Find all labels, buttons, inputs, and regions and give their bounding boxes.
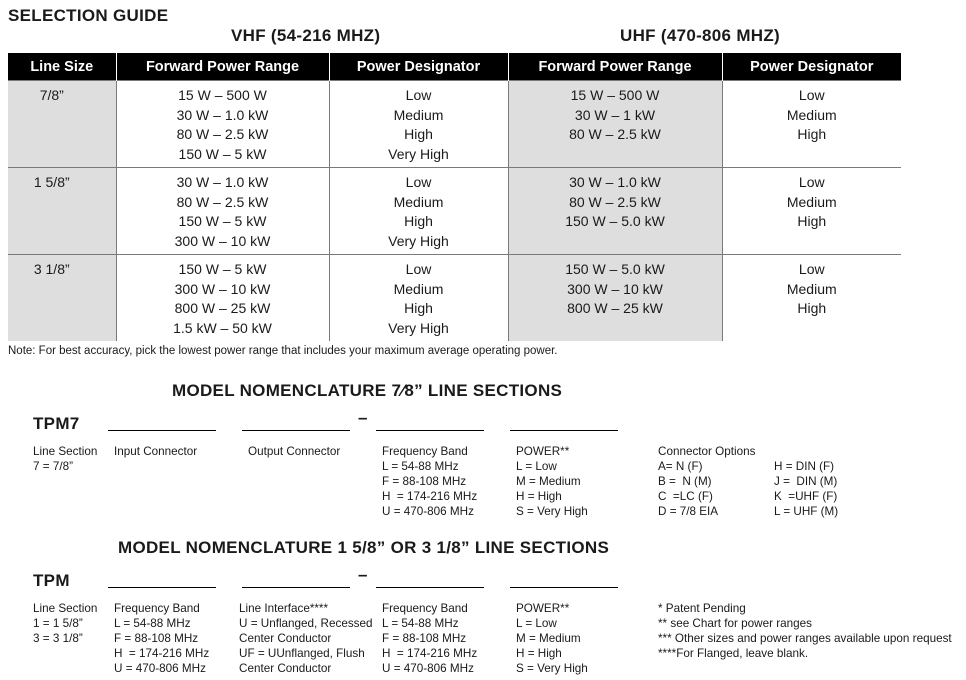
vhf-range-value: 800 W – 25 kW: [174, 300, 271, 317]
blank-frequency-band-2: [376, 587, 484, 588]
legend-line: 3 = 3 1/8”: [33, 632, 83, 645]
footnotes: [658, 601, 952, 661]
frequency-band-legend: [114, 601, 209, 676]
uhf-range-value: 30 W – 1 kW: [574, 106, 656, 123]
uhf-designator-value: Medium: [786, 280, 837, 297]
uhf-range-value: 150 W – 5.0 kW: [565, 213, 665, 230]
uhf-designator-value: High: [797, 126, 827, 143]
vhf-range-value: 80 W – 2.5 kW: [176, 193, 269, 210]
footnote: *** Other sizes and power ranges available upon request: [658, 632, 952, 645]
line-interface-legend: [239, 601, 373, 676]
legend-line: J = DIN (M): [774, 475, 838, 488]
legend-line: Frequency Band: [114, 602, 200, 615]
uhf-designator-cell: [722, 81, 901, 168]
legend-line: L = 54-88 MHz: [382, 460, 459, 473]
nomenclature-158-title: MODEL NOMENCLATURE 1 5/8” OR 3 1/8” LINE SECTIONS: [118, 538, 610, 557]
legend-line: U = 470-806 MHz: [114, 662, 206, 675]
vhf-range-value: 30 W – 1.0 kW: [176, 174, 269, 190]
uhf-designator-value: Medium: [786, 106, 837, 123]
legend-line: U = Unflanged, Recessed: [239, 617, 373, 630]
vhf-designator-value: Very High: [388, 320, 449, 337]
uhf-range-value: 80 W – 2.5 kW: [569, 193, 661, 210]
legend-line: C =LC (F): [658, 490, 713, 503]
legend-line: F = 88-108 MHz: [382, 632, 467, 645]
vhf-designator-value: Low: [405, 87, 432, 103]
legend-line: M = Medium: [516, 632, 581, 645]
vhf-range-value: 300 W – 10 kW: [174, 280, 271, 297]
vhf-range-cell: [116, 168, 329, 255]
legend-line: L = UHF (M): [774, 505, 839, 518]
legend-line: Input Connector: [114, 445, 198, 458]
legend-line: H = 174-216 MHz: [382, 490, 478, 503]
line-size-value: 1 5/8”: [33, 174, 70, 190]
uhf-designator-cell: [722, 168, 901, 255]
legend-line: B = N (M): [658, 475, 712, 488]
table-row: [8, 255, 901, 342]
separator-dash: –: [358, 408, 368, 427]
legend-line: K =UHF (F): [774, 490, 838, 503]
vhf-designator-value: Medium: [393, 193, 444, 210]
col-header-vhf-range: Forward Power Range: [116, 53, 329, 81]
legend-line: POWER**: [516, 602, 570, 615]
vhf-range-value: 150 W – 5 kW: [178, 146, 267, 163]
legend-line: U = 470-806 MHz: [382, 505, 474, 518]
vhf-designator-value: High: [404, 126, 433, 143]
uhf-designator-value: Low: [798, 174, 825, 190]
uhf-range-value: 80 W – 2.5 kW: [569, 126, 661, 143]
legend-line: L = 54-88 MHz: [382, 617, 459, 630]
blank-output-connector: [242, 430, 350, 431]
vhf-header: VHF (54-216 MHZ): [231, 26, 381, 45]
legend-line: A= N (F): [658, 460, 703, 473]
power-legend: [516, 601, 588, 676]
line-size-value: 3 1/8”: [33, 261, 70, 277]
line-section-legend: [33, 601, 97, 646]
legend-line: S = Very High: [516, 505, 588, 518]
selection-note: Note: For best accuracy, pick the lowest power range that includes your maximum average operating power.: [8, 345, 558, 357]
blank-power: [510, 587, 618, 588]
vhf-designator-cell: [329, 255, 508, 342]
legend-line: H = DIN (F): [774, 460, 835, 473]
legend-line: F = 88-108 MHz: [382, 475, 467, 488]
uhf-range-value: 30 W – 1.0 kW: [569, 174, 661, 190]
footnote: * Patent Pending: [658, 602, 746, 615]
connector-options-legend-2: [774, 459, 838, 519]
legend-line: Line Section: [33, 445, 98, 458]
vhf-designator-value: High: [404, 213, 433, 230]
vhf-designator-value: Medium: [393, 106, 444, 123]
uhf-designator-value: Low: [798, 261, 825, 277]
table-row: [8, 81, 901, 168]
blank-line-interface: [242, 587, 350, 588]
legend-line: POWER**: [516, 445, 570, 458]
footnote: ****For Flanged, leave blank.: [658, 647, 809, 660]
legend-line: S = Very High: [516, 662, 588, 675]
legend-line: H = 174-216 MHz: [382, 647, 478, 660]
legend-line: Line Section: [33, 602, 98, 615]
blank-frequency-band: [376, 430, 484, 431]
legend-line: UF = UUnflanged, Flush: [239, 647, 365, 660]
legend-line: H = High: [516, 647, 562, 660]
legend-line: Output Connector: [248, 445, 341, 458]
legend-line: Frequency Band: [382, 602, 468, 615]
line-size-value: 7/8”: [39, 87, 64, 103]
vhf-designator-value: High: [404, 300, 433, 317]
blank-power: [510, 430, 618, 431]
input-connector-legend: [114, 444, 197, 459]
legend-line: M = Medium: [516, 475, 581, 488]
uhf-designator-value: High: [797, 300, 827, 317]
line-size-cell: [8, 255, 116, 342]
legend-line: F = 88-108 MHz: [114, 632, 199, 645]
col-header-uhf-designator: Power Designator: [722, 53, 901, 81]
uhf-designator-value: Medium: [786, 193, 837, 210]
output-connector-legend: [248, 444, 340, 459]
legend-line: Center Conductor: [239, 632, 332, 645]
vhf-range-value: 150 W – 5 kW: [178, 261, 267, 277]
table-header-row: [8, 53, 901, 81]
uhf-range-value: 150 W – 5.0 kW: [565, 261, 665, 277]
legend-line: L = Low: [516, 617, 557, 630]
vhf-range-value: 1.5 kW – 50 kW: [173, 320, 272, 337]
blank-input-connector: [108, 430, 216, 431]
vhf-designator-value: Very High: [388, 146, 449, 163]
uhf-header: UHF (470-806 MHZ): [620, 26, 781, 45]
legend-line: L = Low: [516, 460, 557, 473]
table-row: [8, 168, 901, 255]
uhf-designator-value: Low: [798, 87, 825, 103]
line-size-cell: [8, 81, 116, 168]
model-code-158: TPM: [33, 571, 70, 590]
vhf-range-value: 300 W – 10 kW: [174, 233, 271, 250]
legend-line: 7 = 7/8”: [33, 460, 73, 473]
blank-frequency-band: [108, 587, 216, 588]
legend-line: Line Interface****: [239, 602, 329, 615]
legend-line: H = 174-216 MHz: [114, 647, 210, 660]
legend-line: Center Conductor: [239, 662, 332, 675]
line-section-legend: [33, 444, 97, 474]
legend-line: Connector Options: [658, 445, 756, 458]
vhf-designator-cell: [329, 168, 508, 255]
vhf-designator-value: Medium: [393, 280, 444, 297]
legend-line: H = High: [516, 490, 562, 503]
vhf-designator-value: Very High: [388, 233, 449, 250]
vhf-range-value: 150 W – 5 kW: [178, 213, 267, 230]
vhf-range-cell: [116, 255, 329, 342]
legend-line: 1 = 1 5/8”: [33, 617, 83, 630]
uhf-designator-value: High: [797, 213, 827, 230]
uhf-range-cell: [508, 81, 722, 168]
frequency-band-legend-2: [382, 601, 477, 676]
uhf-designator-cell: [722, 255, 901, 342]
frequency-band-legend: [382, 444, 477, 519]
connector-options-legend: [658, 444, 755, 519]
legend-line: U = 470-806 MHz: [382, 662, 474, 675]
vhf-range-value: 15 W – 500 W: [178, 87, 267, 103]
col-header-vhf-designator: Power Designator: [329, 53, 508, 81]
model-code-78: TPM7: [33, 414, 80, 433]
col-header-uhf-range: Forward Power Range: [508, 53, 722, 81]
uhf-range-cell: [508, 255, 722, 342]
vhf-designator-cell: [329, 81, 508, 168]
line-size-cell: [8, 168, 116, 255]
legend-line: D = 7/8 EIA: [658, 505, 719, 518]
vhf-designator-value: Low: [405, 261, 432, 277]
legend-line: Frequency Band: [382, 445, 468, 458]
footnote: ** see Chart for power ranges: [658, 617, 812, 630]
separator-dash: –: [358, 565, 368, 584]
uhf-range-value: 300 W – 10 kW: [567, 280, 663, 297]
vhf-range-value: 30 W – 1.0 kW: [176, 106, 269, 123]
uhf-range-value: 800 W – 25 kW: [567, 300, 663, 317]
legend-line: L = 54-88 MHz: [114, 617, 191, 630]
vhf-range-cell: [116, 81, 329, 168]
vhf-designator-value: Low: [405, 174, 432, 190]
selection-guide-table: [8, 53, 901, 341]
selection-guide-title: SELECTION GUIDE: [8, 6, 169, 25]
uhf-range-cell: [508, 168, 722, 255]
vhf-range-value: 80 W – 2.5 kW: [176, 126, 269, 143]
col-header-line-size: Line Size: [8, 53, 116, 81]
nomenclature-78-title: MODEL NOMENCLATURE 7⁄8” LINE SECTIONS: [172, 381, 563, 400]
uhf-range-value: 15 W – 500 W: [570, 87, 660, 103]
power-legend: [516, 444, 588, 519]
